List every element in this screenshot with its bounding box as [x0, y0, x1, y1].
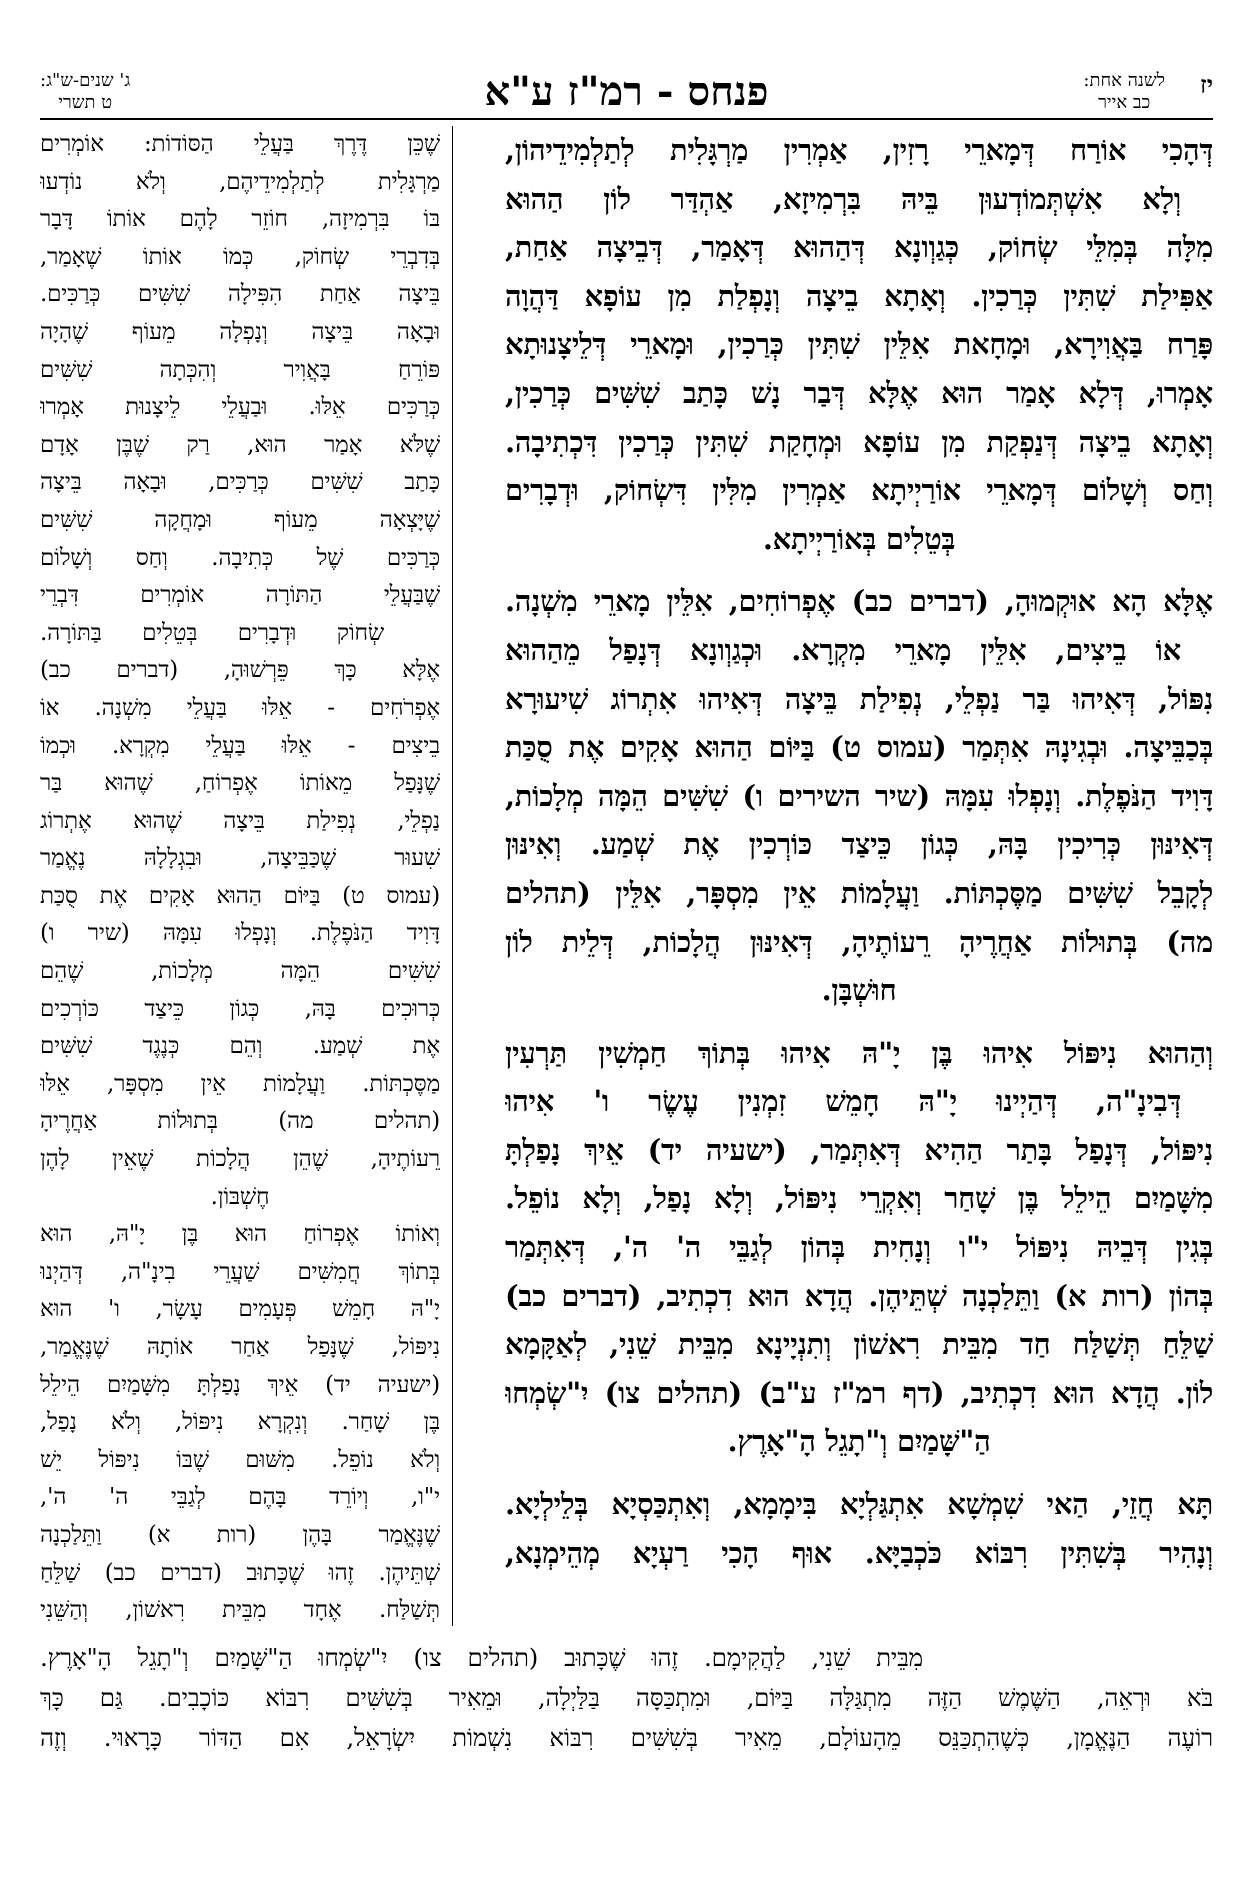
translation-line: (ישעיה יד) אֵיךְ נָפַלְתָּ מִשָּׁמַיִם הֵילֵל — [40, 1371, 440, 1398]
translation-line: כְּרַכִּים אֵלּוּ. וּבַעֲלֵי לֵיצָנוּת אָמְרוּ — [40, 394, 440, 421]
header-divider — [40, 118, 1213, 120]
main-line: וְנָהִיר בְּשִׁתִּין רִבּוֹא כֹּכְבַיָּא. אוּף הָכִי רַעְיָא מְהֵימְנָא, — [505, 1535, 1213, 1570]
translation-line: כְּרוּכִים בָּהּ, כְּגוֹן כֵּיצַד כּוֹרְכִים — [40, 995, 440, 1022]
translation-line: בֵּיצָה אַחַת הִפִּילָה שִׁשִּׁים כְּרַכִּים. — [40, 281, 440, 308]
translation-line: שֶׁבַּעֲלֵי הַתּוֹרָה אוֹמְרִים דִּבְרֵי — [40, 582, 440, 609]
main-line: הַ"שָּׁמַיִם וְ"תָגֵל הָ"אָרֶץ. — [727, 1424, 991, 1459]
main-line: בְּהוֹן (רות א) וַתֵּלַכְנָה שְׁתֵּיהֶן. הֲדָא הוּא דִכְתִיב, (דברים כב) — [505, 1278, 1213, 1313]
main-line: מה) בְּתוּלוֹת אַחֲרֶיהָ רֵעוֹתֶיהָ, דְּאִינּוּן הֲלָכוֹת, דְּלֵית לוֹן — [505, 924, 1213, 959]
main-line: אַפִּילַת שִׁתִּין כְּרַכִין. וְאָתָא בֵיצָה וְנָפְלַת מִן עוֹפָא דַּהֲוָה — [505, 278, 1213, 313]
translation-line: שִׁשִּׁים הֵמָּה מְלָכוֹת, שֶׁהֵם — [40, 958, 440, 985]
main-line: מִלָּה בְּמִלֵּי שְׂחוֹק, כְּגַוְונָא דְּהַהוּא דְּאָמַר, דְּבֵיצָה אַחַת, — [505, 230, 1213, 265]
translation-line: שֶׁנֶּאֱמַר בָּהֶן (רות א) וַתֵּלַכְנָה — [40, 1521, 440, 1548]
main-line: שַׁלֵּחַ תְּשַׁלַּח חַד מִבֵּית רִאשׁוֹן וְתִנְיָינָא מִבֵּית שֵׁנִי, לְאַקָּמָא — [505, 1327, 1213, 1362]
translation-line: שֶׁיָּצְאָה מֵעוֹף וּמָחֲקָה שִׁשִּׁים — [40, 506, 440, 533]
translation-line: אֶת שְׁמַע. וְהֵם כְּנֶגֶד שִׁשִּׁים — [40, 1033, 440, 1060]
main-line: וְחַס וְשָׁלוֹם דְּמָארֵי אוֹרַיְיתָא אַמְרִין מִלִּין דִּשְׂחוֹק, וּדְבָרִים — [505, 473, 1213, 508]
translation-line: שֶׁנָּפַל מֵאוֹתוֹ אֶפְרוֹחַ, שֶׁהוּא בַּר — [40, 770, 440, 797]
main-line: וְלָא אִשְׁתְּמוֹדְעוּן בֵּיהּ בִּרְמִיזָא, אַהְדַּר לוֹן הַהוּא — [505, 181, 1181, 216]
translation-line: דָּוִיד הַנֹּפֶלֶת. וְנָפְלוּ עִמָּהּ (שיר ו) — [40, 920, 440, 947]
translation-line: וְלֹא נוֹפֵל. מִשּׁוּם שֶׁבּוֹ נִיפּוֹל יֵשׁ — [40, 1446, 440, 1473]
bottom-line: מִבֵּית שֵׁנִי, לַהֲקִימָם. זֶהוּ שֶׁכָּתוּב (תהלים צו) יִ"שְׂמְחוּ הַ"שָּׁמַיִם וְ"תָגֵל הָ"אָרֶץ. — [40, 1643, 923, 1672]
translation-line: רֵעוֹתֶיהָ, שֶׁהֵן הֲלָכוֹת שֶׁאֵין לָהֶן — [40, 1146, 440, 1173]
translation-line: נַפְלֵי, נְפִילַת בֵּיצָה שֶׁהוּא אֶתְרוֹג — [40, 807, 440, 834]
translation-line: מַסֶּכְתּוֹת. וַעֲלָמוֹת אֵין מִסְפָּר, אֵלּוּ — [40, 1070, 440, 1097]
three-year-date: ט תשרי — [58, 92, 113, 113]
translation-line: בּוֹ בִּרְמִיזָה, חוֹזֵר לָהֶם אוֹתוֹ דָּבָר — [40, 206, 440, 233]
main-line: אוֹ בֵיצִים, אִלֵּין מָארֵי מִקְרָא. וּכְגַוְונָא דְּנָפַל מֵהַהוּא — [505, 632, 1181, 667]
translation-line: בְּדִבְרֵי שְׂחוֹק, כְּמוֹ אוֹתוֹ שֶׁאָמַר, — [40, 243, 440, 270]
main-line: דְּאִינּוּן כְּרִיכִין בָּהּ, כְּגוֹן כֵּיצַד כּוֹרְכִין אֶת שְׁמַע. וְאִינּוּן — [505, 827, 1213, 862]
translation-line: נִיפּוֹל, שֶׁנָּפַל אַחַר אוֹתָהּ שֶׁנֶּאֱמַר, — [40, 1334, 440, 1360]
translation-line: שֶׁלֹּא אָמַר הוּא, רַק שֶׁבֶּן אָדָם — [40, 431, 440, 458]
bottom-line: בֹּא וּרְאֵה, הַשֶּׁמֶשׁ הַזֶּה מִתְגַּלָּה בַּיּוֹם, וּמִתְכַּסָּה בַּלַּיְלָה, וּמֵאִיר בְּשִׁשִּׁים רִבּוֹא כּוֹכָבִים. גַּם כָּךְ — [40, 1683, 1213, 1712]
translation-line: שְׁתֵּיהֶן. זֶהוּ שֶׁכָּתוּב (דברים כב) שַׁלֵּחַ — [40, 1559, 440, 1586]
translation-line: יָ"הּ חָמֵשׁ פְּעָמִים עָשָׂר, ו' הוּא — [40, 1296, 440, 1323]
main-line: תָּא חֲזֵי, הַאי שִׁמְשָׁא אִתְגַּלְיָא בִּימָמָא, וְאִתְכַּסְיָא בְּלֵילְיָא. — [505, 1487, 1213, 1522]
translation-line: שֶׁכֵּן דֶּרֶךְ בַּעֲלֵי הַסּוֹדוֹת: אוֹמְרִים — [40, 131, 440, 157]
translation-line: (עמוס ט) בַּיּוֹם הַהוּא אָקִים אֶת סֻכַּת — [40, 882, 440, 909]
page-title: פנחס - רמ"ז ע"א — [484, 68, 769, 115]
main-line: לְקָבֵל שִׁשִּׁים מַסֶּכְתּוֹת. וַעֲלָמוֹת אֵין מִסְפָּר, אִלֵּין (תהלים — [505, 875, 1213, 910]
column-divider — [452, 126, 453, 1626]
main-line: דְּהָכִי אוֹרַח דְּמָארֵי רָזִין, אַמְרִין מַרְגָּלִית לְתַלְמִידֵיהוֹן, — [505, 133, 1213, 167]
main-line: דָּוִיד הַנֹּפֶלֶת. וְנָפְלוּ עִמָּהּ (שיר השירים ו) שִׁשִּׁים הֵמָּה מְלָכוֹת, — [505, 778, 1213, 813]
translation-line: מַרְגָּלִית לְתַלְמִידֵיהֶם, וְלֹא נוֹדְעוּ — [40, 168, 440, 195]
main-line: נִיפּוֹל, דְּנָפַל בָּתַר הַהִיא דְּאִתְּמַר, (ישעיה יד) אֵיךְ נָפַלְתָּ — [505, 1132, 1213, 1167]
translation-line: אֶלָּא כָּךְ פֵּרְשׁוּהָ, (דברים כב) — [40, 657, 440, 684]
translation-line: תְּשַׁלַּח. אֶחָד מִבֵּית רִאשׁוֹן, וְהַשֵּׁנִי — [40, 1597, 440, 1624]
translation-line: בֵיצִים - אֵלּוּ בַּעֲלֵי מִקְרָא. וּכְמוֹ — [40, 732, 440, 759]
main-line: בְּגִין דְּבֵיהּ נִיפּוֹל י"ו וְנָחִית בְּהוֹן לְגַבֵּי ה' ה', דְּאִתְּמַר — [505, 1230, 1213, 1265]
bottom-translation — [40, 1638, 1213, 1758]
translation-line: (תהלים מה) בְּתוּלוֹת אַחֲרֶיהָ — [40, 1108, 440, 1135]
translation-line: וְאוֹתוֹ אֶפְרוֹחַ הוּא בֶּן יָ"הּ, הוּא — [40, 1221, 440, 1248]
main-line: וְאָתָא בֵיצָה דְּנַפְקַת מִן עוֹפָא וּמְחָקַת שִׁתִּין כְּרַכִין דִּכְתִיבָה. — [505, 424, 1213, 459]
translation-line: אֶפְרֹחִים - אֵלּוּ בַּעֲלֵי מִשְׁנָה. אוֹ — [40, 694, 440, 721]
translation-line: שְׂחוֹק וּדְבָרִים בְּטֵלִים בַּתּוֹרָה. — [40, 619, 384, 646]
bottom-line: רוֹעֶה הַנֶּאֱמָן, כְּשֶׁהִתְכַּנֵּס מֵהָעוֹלָם, מֵאִיר בְּשִׁשִּׁים רִבּוֹא נִשְׁמוֹת יִשְׂרָאֵל, אִם הַדּוֹר כָּרָאוּי. וְזֶה — [40, 1723, 1213, 1752]
translation-column — [40, 126, 440, 1630]
one-year-label: לשנה אחת: — [1083, 70, 1165, 91]
translation-line: כְּרַכִּים שֶׁל כְּתִיבָה. וְחַס וְשָׁלוֹם — [40, 544, 440, 571]
main-line: בְּכַבֵּיצָה. וּבְגִינָהּ אִתְּמַר (עמוס ט) בַּיּוֹם הַהוּא אָקִים אֶת סֻכַּת — [505, 730, 1213, 765]
translation-line: פּוֹרֵחַ בָּאֲוִיר וְהִכְּתָה שִׁשִּׁים — [40, 356, 440, 383]
translation-line: חֶשְׁבּוֹן. — [210, 1183, 270, 1210]
three-year-label: ג' שנים-ש"ג: — [40, 70, 131, 91]
translation-line: י"ו, וְיוֹרֵד בָּהֶם לְגַבֵּי ה' ה', — [40, 1484, 440, 1511]
page-number: יז — [1200, 70, 1213, 99]
three-year-schedule — [40, 70, 130, 114]
translation-line: וּבָאָה בֵּיצָה וְנָפְלָה מֵעוֹף שֶׁהָיָה — [40, 318, 440, 345]
main-text-column — [505, 126, 1213, 1577]
page-header — [40, 70, 1213, 120]
main-line: וְהַהוּא נִיפּוֹל אִיהוּ בֶּן יָ"הּ אִיהוּ בְּתוֹךְ חַמְשִׁין תַּרְעִין — [505, 1035, 1213, 1070]
main-line: נִפּוֹל, דְּאִיהוּ בַּר נַפְלֵי, נְפִילַת בֵּיצָה דְּאִיהוּ אִתְרוֹג שִׁיעוּרָא — [505, 681, 1213, 716]
main-line: חוּשְׁבָּן. — [821, 973, 897, 1008]
main-line: לוֹן. הֲדָא הוּא דִכְתִיב, (דף רמ"ז ע"ב) (תהלים צו) יִ"שְׂמְחוּ — [505, 1375, 1213, 1410]
translation-line: בְּתוֹךְ חֲמִשִּׁים שַׁעֲרֵי בִינָ"ה, דְּהַיְנוּ — [40, 1258, 440, 1285]
main-line: אָמְרוּ, דְּלָא אָמַר הוּא אֶלָּא דְּבַר נָשׁ כָּתַב שִׁשִּׁים כְּרַכִין, — [505, 375, 1213, 410]
main-line: דְּבִינָ"ה, דְּהַיְינוּ יָ"הּ חָמֵשׁ זִמְנִין עֶשֶׂר ו' אִיהוּ — [505, 1084, 1181, 1119]
main-line: אֶלָּא הָא אוּקְמוּהָ, (דברים כב) אֶפְרוֹחִים, אִלֵּין מָארֵי מִשְׁנָה. — [505, 584, 1213, 619]
translation-line: כָּתַב שִׁשִּׁים כְּרַכִּים, וּבָאָה בֵּיצָה — [40, 469, 440, 496]
main-line: מִשָּׁמַיִם הֵילֵל בֶּן שָׁחַר וְאִקְרֵי נִיפּוֹל, וְלָא נָפַל, וְלָא נוֹפֵל. — [505, 1181, 1213, 1216]
translation-line: שִׁעוּר שֶׁכַּבֵּיצָה, וּבִגְלָלָהּ נֶאֱמַר — [40, 845, 440, 872]
one-year-date: כב אייר — [1098, 92, 1151, 113]
translation-line: בֶּן שָׁחַר. וְנִקְרָא נִיפּוֹל, וְלֹא נָפַל, — [40, 1409, 440, 1436]
main-line: פָּרַח בַּאֲוִירָא, וּמָחָאת אִלֵּין שִׁתִּין כְּרַכִין, וּמָארֵי דְּלֵיצָנוּתָא — [505, 327, 1213, 362]
main-line: בְּטֵלִים בְּאוֹרַיְיתָא. — [762, 521, 956, 556]
